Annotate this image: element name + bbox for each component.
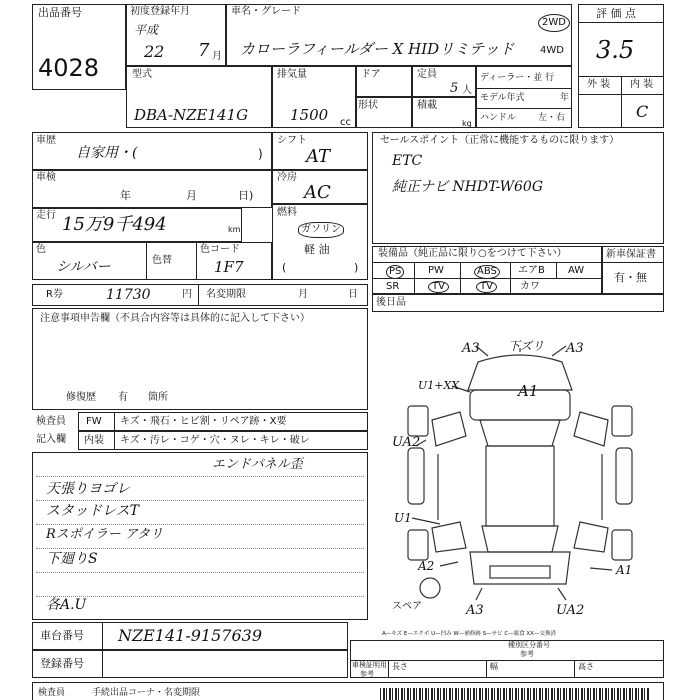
barcode: [380, 688, 650, 700]
yen-unit: 円: [182, 289, 192, 300]
repair-history-label: 修復歴: [66, 392, 96, 403]
remark-top: エンドパネル歪: [212, 457, 303, 472]
r-ticket-value: 11730: [106, 287, 151, 303]
fw-label: FW: [86, 416, 102, 427]
spare-label: スペア: [392, 601, 422, 612]
mileage-label: 走行: [36, 210, 56, 221]
shift-value: AT: [306, 146, 331, 167]
model-grade-value: カローラフィールダー X HIDリミテッド: [240, 40, 515, 58]
type-value: DBA-NZE141G: [134, 106, 249, 124]
sales-points-label: セールスポイント（正常に機能するものに限ります）: [380, 135, 620, 146]
era-value: 平成: [134, 23, 159, 37]
chassis-value: NZE141-9157639: [118, 626, 262, 645]
shape-label: 形状: [358, 100, 378, 111]
capacity-value: 5: [450, 81, 459, 96]
dealer-label: ディーラー・並 行: [480, 73, 555, 83]
fuel-label: 燃料: [277, 207, 297, 218]
interior-items: キズ・汚レ・コゲ・穴・ヌレ・キレ・破レ: [120, 435, 310, 446]
remark-line: 下廻りS: [46, 551, 98, 567]
color-label: 色: [36, 244, 46, 255]
nc-day: 日: [348, 289, 358, 300]
length-label: 長さ: [392, 662, 408, 671]
equipment-leather: カワ: [520, 281, 540, 292]
nc-month: 月: [298, 289, 308, 300]
year-value: 22: [144, 42, 165, 61]
type-label: 型式: [132, 69, 152, 80]
class-ref: 参考: [520, 650, 534, 658]
displacement-label: 排気量: [277, 69, 307, 80]
mileage-value: 15万9千494: [62, 214, 167, 235]
ac-value: AC: [304, 182, 331, 203]
class-label: 種別区分番号: [508, 641, 550, 649]
lot-label: 出品番号: [38, 6, 82, 19]
handle-options: 左・右: [538, 113, 566, 123]
diagram-mark: UA2: [556, 603, 585, 618]
fuel-paren-open: (: [282, 261, 287, 274]
fw-items: キズ・飛石・ヒビ割・リペア跡・X要: [120, 416, 287, 427]
chassis-label: 車台番号: [40, 629, 84, 642]
persons-unit: 人: [462, 85, 472, 96]
model-grade-label: 車名・グレード: [231, 6, 301, 17]
cc-unit: cc: [340, 117, 351, 128]
repair-location: 箇所: [148, 392, 168, 403]
kg-unit: kg: [462, 119, 472, 128]
shift-label: シフト: [277, 135, 307, 146]
fuel-diesel: 軽 油: [304, 243, 330, 256]
remark-line: 天張りヨゴレ: [46, 481, 130, 497]
diagram-mark: A1: [616, 563, 633, 577]
exterior-label: 外 装: [587, 79, 611, 90]
history-close: ): [258, 147, 263, 161]
cert-box: [350, 640, 664, 678]
inspection-day: 日): [238, 189, 254, 202]
equipment-pw: PW: [428, 265, 444, 276]
r-ticket-box: [32, 284, 368, 306]
equipment-airbag: エアB: [518, 265, 545, 276]
inspection-month: 月: [186, 189, 197, 202]
inspection-box: [32, 170, 272, 208]
capacity-label: 定員: [417, 69, 437, 80]
warranty-label: 新車保証書: [606, 249, 656, 260]
damage-legend: A—キズ E—エクボ U—凹み W—補修跡 S—サビ C—腐食 XX—交換済: [382, 631, 556, 637]
inspector-label: 検査員: [36, 416, 66, 427]
door-label: ドア: [361, 69, 381, 80]
diagram-mark: A1: [518, 382, 539, 400]
registration-label: 登録番号: [40, 657, 84, 670]
height-label: 高さ: [578, 662, 594, 671]
later-items-label: 後日品: [376, 297, 406, 308]
color-code-value: 1F7: [214, 258, 244, 276]
model-year-label: モデル年式: [480, 93, 525, 103]
bottom-label: 検査員: [38, 688, 66, 698]
equipment-tv: TV: [428, 281, 449, 293]
interior-box-label: 内装: [84, 435, 104, 446]
equipment-abs: ABS: [474, 265, 500, 279]
ac-label: 冷房: [277, 172, 297, 183]
equipment-ps: PS: [386, 265, 404, 279]
color-value: シルバー: [56, 259, 111, 275]
score-label: 評 価 点: [596, 7, 636, 20]
month-value: 7: [198, 40, 210, 61]
score-value: 3.5: [596, 36, 635, 64]
interior-label: 内 装: [630, 79, 654, 90]
fuel-paren-close: ): [354, 261, 359, 274]
sales-point-item: ETC: [392, 153, 423, 169]
diagram-mark: A3: [462, 341, 480, 356]
fuel-gasoline: ガソリン: [298, 222, 344, 238]
displacement-value: 1500: [290, 106, 329, 124]
model-year-unit: 年: [560, 93, 570, 103]
warranty-value: 有・無: [614, 271, 647, 284]
drive-4wd: 4WD: [540, 45, 564, 56]
load-label: 積載: [417, 100, 437, 111]
equipment-label: 装備品（純正品に限り○をつけて下さい）: [378, 248, 567, 259]
cert-ref: 参考: [360, 670, 374, 678]
history-value: 自家用・(: [76, 145, 138, 161]
width-label: 幅: [490, 662, 498, 671]
handle-label: ハンドル: [480, 113, 517, 123]
diagram-mark: A3: [566, 341, 584, 356]
diagram-mark: A2: [418, 559, 435, 573]
history-box: [32, 132, 272, 170]
lot-number: 4028: [38, 54, 100, 82]
equipment-sr: SR: [386, 281, 400, 292]
bottom-note: 手続出品コーナ・名変期限: [92, 688, 201, 698]
later-items-box: [372, 294, 664, 312]
diagram-mark: UA2: [392, 435, 421, 450]
equipment-tv: TV: [476, 281, 497, 293]
interior-grade: C: [636, 102, 649, 121]
sales-point-item: 純正ナビ NHDT-W60G: [392, 179, 544, 195]
color-change-label: 色替: [152, 255, 172, 266]
diagram-mark: U1+XX: [418, 379, 460, 392]
remark-line: Rスポイラー アタリ: [46, 527, 164, 542]
first-reg-label: 初度登録年月: [130, 6, 190, 17]
history-label: 車歴: [36, 135, 56, 146]
cert-label: 車検証明用: [352, 661, 387, 669]
inspection-year: 年: [120, 189, 131, 202]
color-code-label: 色コード: [200, 244, 240, 255]
equipment-aw: AW: [568, 265, 585, 276]
remark-line: 各A.U: [46, 597, 87, 613]
entry-label: 記入欄: [36, 434, 66, 445]
remark-line: スタッドレスT: [46, 503, 139, 519]
diagram-mark: 下ズリ: [508, 339, 545, 353]
repair-has: 有: [118, 392, 128, 403]
drive-2wd: 2WD: [538, 14, 570, 32]
diagram-mark: U1: [394, 511, 412, 525]
inspection-label: 車検: [36, 172, 56, 183]
name-change-label: 名変期限: [206, 289, 246, 300]
r-ticket-label: R券: [46, 289, 63, 300]
notes-label: 注意事項申告欄（不具合内容等は具体的に記入して下さい）: [40, 313, 310, 324]
month-unit: 月: [212, 51, 222, 62]
diagram-mark: A3: [466, 603, 484, 618]
km-unit: km: [228, 225, 241, 234]
